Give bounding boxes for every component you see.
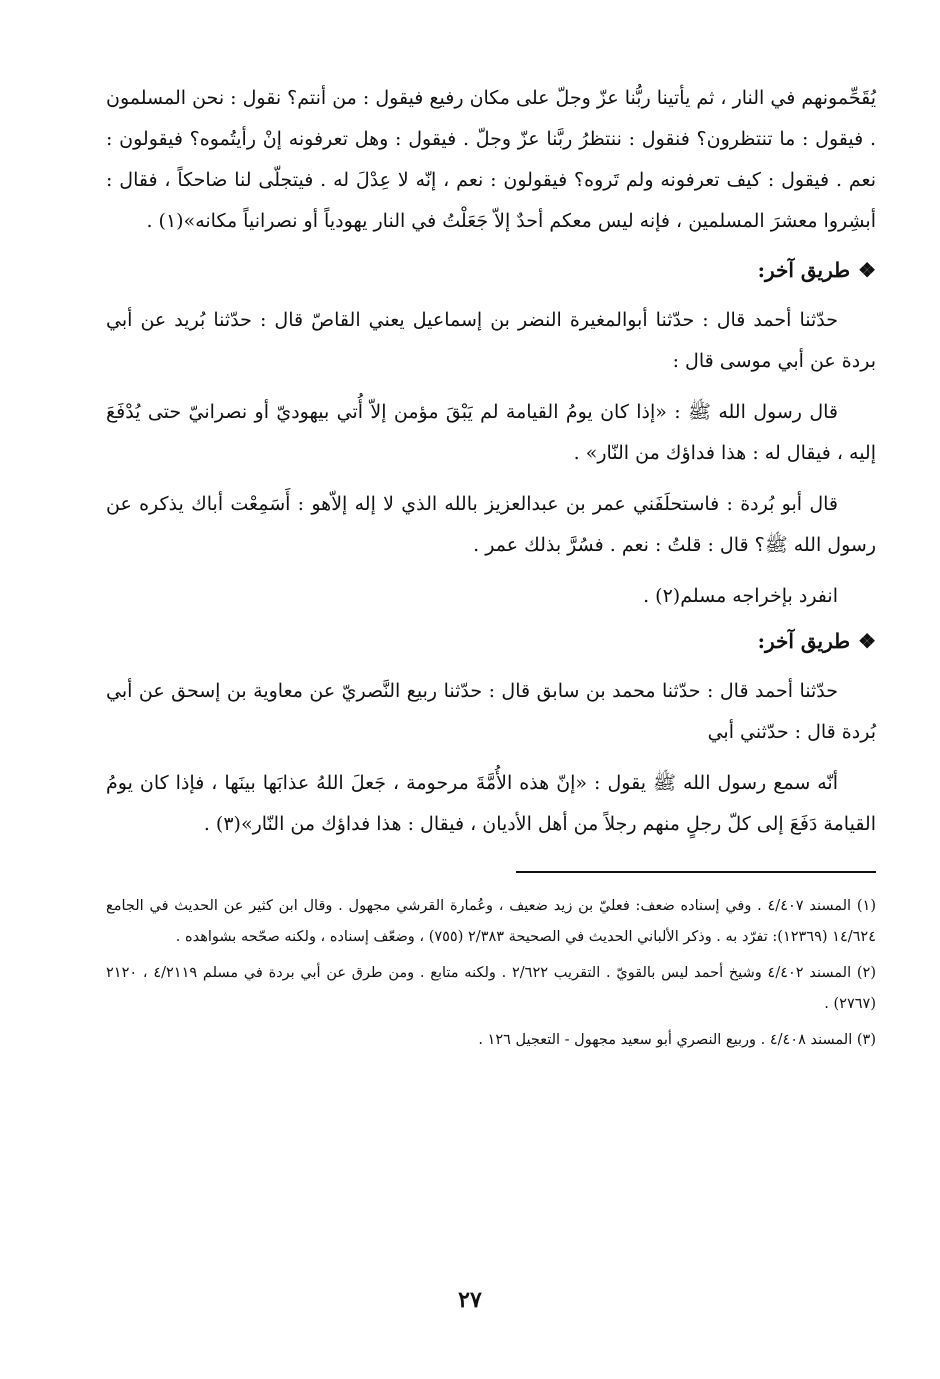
- section-heading: [106, 623, 876, 659]
- paragraph-hadith-continuation: يُقَحِّمونهم في النار ، ثم يأتينا ربُّنا عزّ وجلّ على مكان رفيع فيقول : من أنتم؟ نقول : نحن المسلمون . فيقول : ما تنتظرون؟ فنقول : ننتظرُ ربَّنا عزّ وجلّ . فيقول : وهل تعرفونه إنْ رأيتُموه؟ فيقولون : نعم . فيقول : كيف تعرفونه ولم تَروه؟ فيقولون : نعم ، إنّه لا عِدْلَ له . فيتجلّى لنا ضاحكاً ، فقال : أبشِروا معشرَ المسلمين ، فإنه ليس معكم أحدٌ إلاّ جَعَلْتُ في النار يهودياً أو نصرانياً مكانه»(١) .: [106, 87, 876, 232]
- paragraph-hadith: قال رسول الله ﷺ : «إذا كان يومُ القيامة لم يَبْقَ مؤمن إلاّ أُتي بيهوديّ أو نصرانيّ حتى يُدْفَعَ إليه ، فيقال له : هذا فداؤك من النّار» .: [106, 401, 876, 464]
- diamond-bullet-icon: ❖: [858, 629, 876, 653]
- section-heading-text: طريق آخر:: [757, 258, 851, 282]
- footnotes: [106, 891, 876, 1056]
- paragraph-narration: قال أبو بُردة : فاستحلَفَني عمر بن عبدالعزيز بالله الذي لا إله إلاّهو : أَسَمِعْت أباك يذكره عن رسول الله ﷺ؟ قال : قلتُ : نعم . فسُرَّ بذلك عمر .: [106, 493, 876, 556]
- footnote-divider: [516, 871, 876, 873]
- section-heading: [106, 252, 876, 288]
- paragraph-isnad: حدّثنا أحمد قال : حدّثنا محمد بن سابق قال : حدّثنا ربيع النَّصريّ عن معاوية بن إسحق عن أبي بُردة قال : حدّثني أبي: [106, 680, 876, 743]
- footnote-item: (١) المسند ٤/٤٠٧ . وفي إسناده ضعف: فعليّ بن زيد ضعيف ، وعُمارة القرشي مجهول . وقال ابن كثير عن الحديث في الجامع ١٤/٦٢٤ (١٢٣٦٩): تفرّد به . وذكر الألباني الحديث في الصحيحة ٢/٣٨٣ (٧٥٥) ، وضعّف إسناده ، ولكنه صحّحه بشواهده .: [106, 898, 876, 945]
- footnote-item: (٢) المسند ٤/٤٠٢ وشيخ أحمد ليس بالقويّ . التقريب ٢/٦٢٢ . ولكنه متابع . ومن طرق عن أبي بردة في مسلم ٤/٢١١٩ ، ٢١٢٠ (٢٧٦٧) .: [106, 965, 876, 1012]
- diamond-bullet-icon: ❖: [858, 258, 876, 282]
- paragraph-attribution: انفرد بإخراجه مسلم(٢) .: [643, 585, 838, 607]
- section-heading-text: طريق آخر:: [757, 629, 851, 653]
- page-number: ٢٧: [458, 1287, 482, 1313]
- footnote-item: (٣) المسند ٤/٤٠٨ . وربيع النصري أبو سعيد مجهول - التعجيل ١٢٦ .: [478, 1032, 876, 1048]
- paragraph-hadith: أنّه سمع رسول الله ﷺ يقول : «إنّ هذه الأُمَّةَ مرحومة ، جَعلَ اللهُ عذابَها بينَها ، فإذا كان يومُ القيامة دَفَعَ إلى كلّ رجلٍ منهم رجلاً من أهل الأديان ، فيقال : هذا فداؤك من النّار»(٣) .: [106, 772, 876, 835]
- paragraph-isnad: حدّثنا أحمد قال : حدّثنا أبوالمغيرة النضر بن إسماعيل يعني القاصّ قال : حدّثنا بُريد عن أبي بردة عن أبي موسى قال :: [106, 309, 876, 372]
